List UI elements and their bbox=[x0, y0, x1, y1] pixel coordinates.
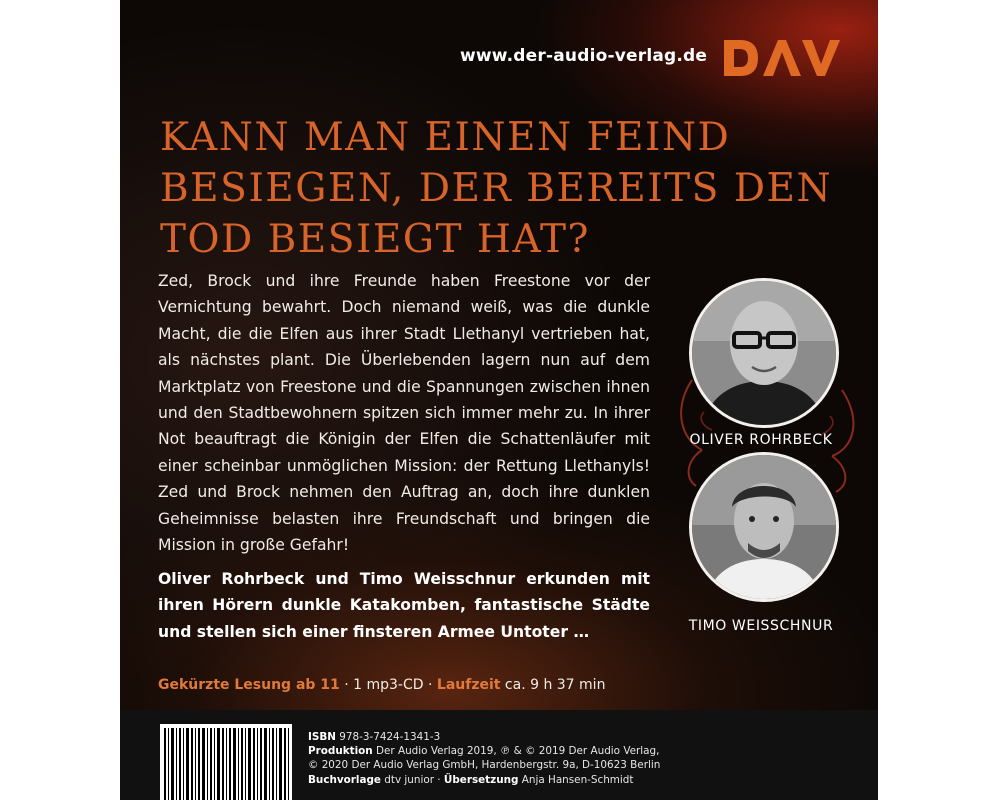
isbn-line bbox=[308, 730, 848, 744]
production-line bbox=[308, 744, 848, 758]
publisher-url[interactable]: www.der-audio-verlag.de bbox=[460, 46, 708, 66]
copyright-line: © 2020 Der Audio Verlag GmbH, Hardenbergstr. 9a, D-10623 Berlin bbox=[308, 759, 661, 772]
portrait-image bbox=[692, 455, 836, 599]
separator: · bbox=[339, 677, 354, 693]
production-label: Produktion bbox=[308, 745, 373, 758]
format-text: 1 mp3-CD bbox=[353, 677, 424, 693]
barcode bbox=[160, 724, 292, 800]
product-info bbox=[158, 677, 605, 693]
book-value: dtv junior bbox=[384, 773, 434, 786]
imprint-text bbox=[308, 730, 848, 787]
narrator-name: OLIVER ROHRBECK bbox=[689, 432, 833, 448]
narrator-photo-oliver bbox=[689, 278, 839, 428]
isbn-label: ISBN bbox=[308, 731, 336, 743]
production-value: Der Audio Verlag 2019, ℗ & © 2019 Der Audio Verlag, bbox=[376, 745, 660, 758]
book-label: Buchvorlage bbox=[308, 773, 381, 786]
dav-logo bbox=[722, 38, 840, 78]
back-cover bbox=[120, 0, 878, 800]
footer-strip bbox=[120, 710, 878, 800]
narrator-photo-timo bbox=[689, 452, 839, 602]
runtime-value: ca. 9 h 37 min bbox=[504, 677, 606, 693]
headline-line: KANN MAN EINEN FEIND bbox=[160, 115, 731, 160]
isbn-value: 978-3-7424-1341-3 bbox=[339, 731, 441, 743]
abridged-label: Gekürzte Lesung ab 11 bbox=[158, 677, 340, 693]
lead-text: Oliver Rohrbeck und Timo Weisschnur erkunden mit ihren Hörern dunkle Katakomben, fantastische Städte und stellen sich einer finsteren Armee Untoter … bbox=[158, 570, 650, 641]
translation-value: Anja Hansen-Schmidt bbox=[521, 773, 634, 786]
description-text: Zed, Brock und ihre Freunde haben Freestone vor der Vernichtung bewahrt. Doch niemand weiß, was die dunkle Macht, die die Elfen aus ihrer Stadt Llethanyl vertrieben hat, als nächstes plant. Die Überlebenden lagern nun auf dem Marktplatz von Freestone und die Spannungen zwischen ihnen und den Stadtbewohnern spitzen sich immer mehr zu. In ihrer Not beauftragt die Königin der Elfen die Schattenläufer mit einer scheinbar unmöglichen Mission: der Rettung Llethanyls! Zed und Brock nehmen den Auftrag an, doch ihre dunklen Geheimnisse belasten ihre Freundschaft und bringen die Mission in große Gefahr! bbox=[158, 272, 650, 555]
narrator-name: TIMO WEISSCHNUR bbox=[688, 618, 834, 634]
headline bbox=[160, 112, 833, 265]
headline-line: BESIEGEN, DER BEREITS DEN bbox=[160, 166, 833, 211]
translation-label: Übersetzung bbox=[443, 773, 519, 786]
runtime-label: Laufzeit bbox=[436, 677, 501, 693]
separator: · bbox=[433, 773, 444, 786]
separator: · bbox=[423, 677, 437, 693]
headline-line: TOD BESIEGT HAT? bbox=[160, 217, 590, 262]
book-line bbox=[308, 773, 848, 787]
portrait-image bbox=[692, 281, 836, 425]
